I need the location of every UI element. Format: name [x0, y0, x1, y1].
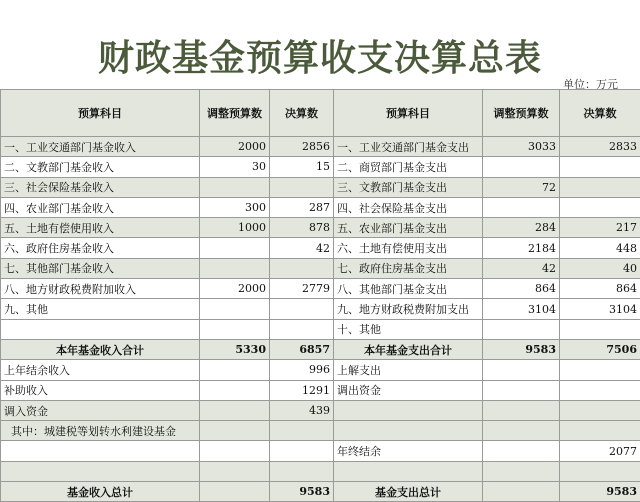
expense-adjusted-cell: [483, 380, 560, 400]
income-item-cell: 基金收入总计: [1, 482, 200, 502]
table-row: [1, 421, 640, 441]
table-row: [1, 461, 640, 481]
expense-final-cell: 2833: [560, 137, 640, 157]
income-final-cell: [270, 299, 334, 319]
expense-adjusted-cell: 3104: [483, 299, 560, 319]
income-adjusted-cell: [200, 400, 270, 420]
expense-final-cell: 2077: [560, 441, 640, 461]
table-row: [1, 299, 640, 319]
expense-final-cell: 3104: [560, 299, 640, 319]
income-adjusted-cell: [200, 177, 270, 197]
expense-adjusted-cell: [483, 400, 560, 420]
header-income-final: 决算数: [270, 90, 334, 137]
income-adjusted-cell: [200, 319, 270, 339]
expense-item-cell: 三、文教部门基金支出: [334, 177, 483, 197]
expense-adjusted-cell: 3033: [483, 137, 560, 157]
income-item-cell: 八、地方财政税费附加收入: [1, 279, 200, 299]
income-adjusted-cell: 5330: [200, 339, 270, 359]
income-item-cell: 其中：城建税等划转水利建设基金: [1, 421, 200, 441]
income-item-cell: 二、文教部门基金收入: [1, 157, 200, 177]
table-row: [1, 177, 640, 197]
header-row: [1, 90, 640, 137]
income-adjusted-cell: [200, 238, 270, 258]
table-row: [1, 137, 640, 157]
expense-final-cell: [560, 319, 640, 339]
expense-final-cell: [560, 400, 640, 420]
income-item-cell: 一、工业交通部门基金收入: [1, 137, 200, 157]
expense-adjusted-cell: 72: [483, 177, 560, 197]
expense-adjusted-cell: [483, 157, 560, 177]
income-final-cell: [270, 421, 334, 441]
expense-final-cell: [560, 177, 640, 197]
expense-item-cell: 本年基金支出合计: [334, 339, 483, 359]
expense-item-cell: 五、农业部门基金支出: [334, 218, 483, 238]
expense-adjusted-cell: 284: [483, 218, 560, 238]
expense-adjusted-cell: 864: [483, 279, 560, 299]
header-expense-final: 决算数: [560, 90, 640, 137]
expense-item-cell: 八、其他部门基金支出: [334, 279, 483, 299]
income-item-cell: 五、土地有偿使用收入: [1, 218, 200, 238]
income-item-cell: 本年基金收入合计: [1, 339, 200, 359]
income-final-cell: 15: [270, 157, 334, 177]
income-final-cell: 42: [270, 238, 334, 258]
expense-item-cell: 六、土地有偿使用支出: [334, 238, 483, 258]
expense-item-cell: [334, 400, 483, 420]
income-final-cell: 2779: [270, 279, 334, 299]
income-final-cell: [270, 461, 334, 481]
income-final-cell: [270, 177, 334, 197]
income-item-cell: 六、政府住房基金收入: [1, 238, 200, 258]
income-final-cell: 6857: [270, 339, 334, 359]
page-title: 财政基金预算收支决算总表: [0, 30, 640, 81]
expense-final-cell: [560, 421, 640, 441]
income-adjusted-cell: [200, 482, 270, 502]
income-item-cell: 九、其他: [1, 299, 200, 319]
table-row: [1, 157, 640, 177]
income-final-cell: 287: [270, 197, 334, 217]
income-item-cell: 七、其他部门基金收入: [1, 258, 200, 278]
income-item-cell: 三、社会保险基金收入: [1, 177, 200, 197]
expense-adjusted-cell: [483, 421, 560, 441]
income-item-cell: 上年结余收入: [1, 360, 200, 380]
income-final-cell: 1291: [270, 380, 334, 400]
expense-final-cell: 9583: [560, 482, 640, 502]
table-row: [1, 197, 640, 217]
expense-item-cell: 九、地方财政税费附加支出: [334, 299, 483, 319]
table-row: [1, 279, 640, 299]
income-final-cell: [270, 258, 334, 278]
table-row: [1, 441, 640, 461]
income-item-cell: 补助收入: [1, 380, 200, 400]
expense-adjusted-cell: [483, 360, 560, 380]
expense-adjusted-cell: [483, 197, 560, 217]
income-adjusted-cell: [200, 299, 270, 319]
table-row: [1, 400, 640, 420]
income-item-cell: [1, 461, 200, 481]
expense-final-cell: [560, 380, 640, 400]
expense-adjusted-cell: 42: [483, 258, 560, 278]
header-expense-adjusted: 调整预算数: [483, 90, 560, 137]
income-item-cell: 调入资金: [1, 400, 200, 420]
expense-item-cell: [334, 421, 483, 441]
expense-adjusted-cell: [483, 319, 560, 339]
unit-label: 单位：万元: [563, 76, 618, 92]
expense-item-cell: 基金支出总计: [334, 482, 483, 502]
table-row: [1, 218, 640, 238]
table-row: [1, 258, 640, 278]
summary-row: [1, 339, 640, 359]
table-row: [1, 319, 640, 339]
table-row: [1, 360, 640, 380]
expense-final-cell: 864: [560, 279, 640, 299]
income-adjusted-cell: [200, 258, 270, 278]
expense-adjusted-cell: 2184: [483, 238, 560, 258]
income-adjusted-cell: [200, 421, 270, 441]
expense-final-cell: [560, 197, 640, 217]
expense-final-cell: 448: [560, 238, 640, 258]
header-expense-item: 预算科目: [334, 90, 483, 137]
income-final-cell: 996: [270, 360, 334, 380]
income-final-cell: 439: [270, 400, 334, 420]
income-final-cell: [270, 441, 334, 461]
income-final-cell: 878: [270, 218, 334, 238]
expense-item-cell: 十、其他: [334, 319, 483, 339]
income-adjusted-cell: 300: [200, 197, 270, 217]
header-income-adjusted: 调整预算数: [200, 90, 270, 137]
income-adjusted-cell: 2000: [200, 279, 270, 299]
expense-final-cell: 217: [560, 218, 640, 238]
expense-adjusted-cell: [483, 441, 560, 461]
expense-item-cell: 四、社会保险基金支出: [334, 197, 483, 217]
header-income-item: 预算科目: [1, 90, 200, 137]
income-item-cell: [1, 441, 200, 461]
expense-adjusted-cell: [483, 461, 560, 481]
income-item-cell: [1, 319, 200, 339]
expense-adjusted-cell: [483, 482, 560, 502]
expense-final-cell: [560, 360, 640, 380]
expense-adjusted-cell: 9583: [483, 339, 560, 359]
expense-final-cell: [560, 461, 640, 481]
income-adjusted-cell: 2000: [200, 137, 270, 157]
table-row: [1, 380, 640, 400]
expense-final-cell: 40: [560, 258, 640, 278]
income-final-cell: [270, 319, 334, 339]
income-adjusted-cell: [200, 380, 270, 400]
summary-row: [1, 482, 640, 502]
income-adjusted-cell: 1000: [200, 218, 270, 238]
expense-final-cell: 7506: [560, 339, 640, 359]
income-final-cell: 9583: [270, 482, 334, 502]
income-final-cell: 2856: [270, 137, 334, 157]
expense-item-cell: 年终结余: [334, 441, 483, 461]
income-adjusted-cell: [200, 360, 270, 380]
income-adjusted-cell: [200, 461, 270, 481]
expense-final-cell: [560, 157, 640, 177]
income-adjusted-cell: 30: [200, 157, 270, 177]
income-adjusted-cell: [200, 441, 270, 461]
expense-item-cell: 上解支出: [334, 360, 483, 380]
budget-table: [0, 89, 640, 502]
expense-item-cell: 七、政府住房基金支出: [334, 258, 483, 278]
expense-item-cell: 调出资金: [334, 380, 483, 400]
income-item-cell: 四、农业部门基金收入: [1, 197, 200, 217]
expense-item-cell: [334, 461, 483, 481]
table-row: [1, 238, 640, 258]
expense-item-cell: 一、工业交通部门基金支出: [334, 137, 483, 157]
expense-item-cell: 二、商贸部门基金支出: [334, 157, 483, 177]
